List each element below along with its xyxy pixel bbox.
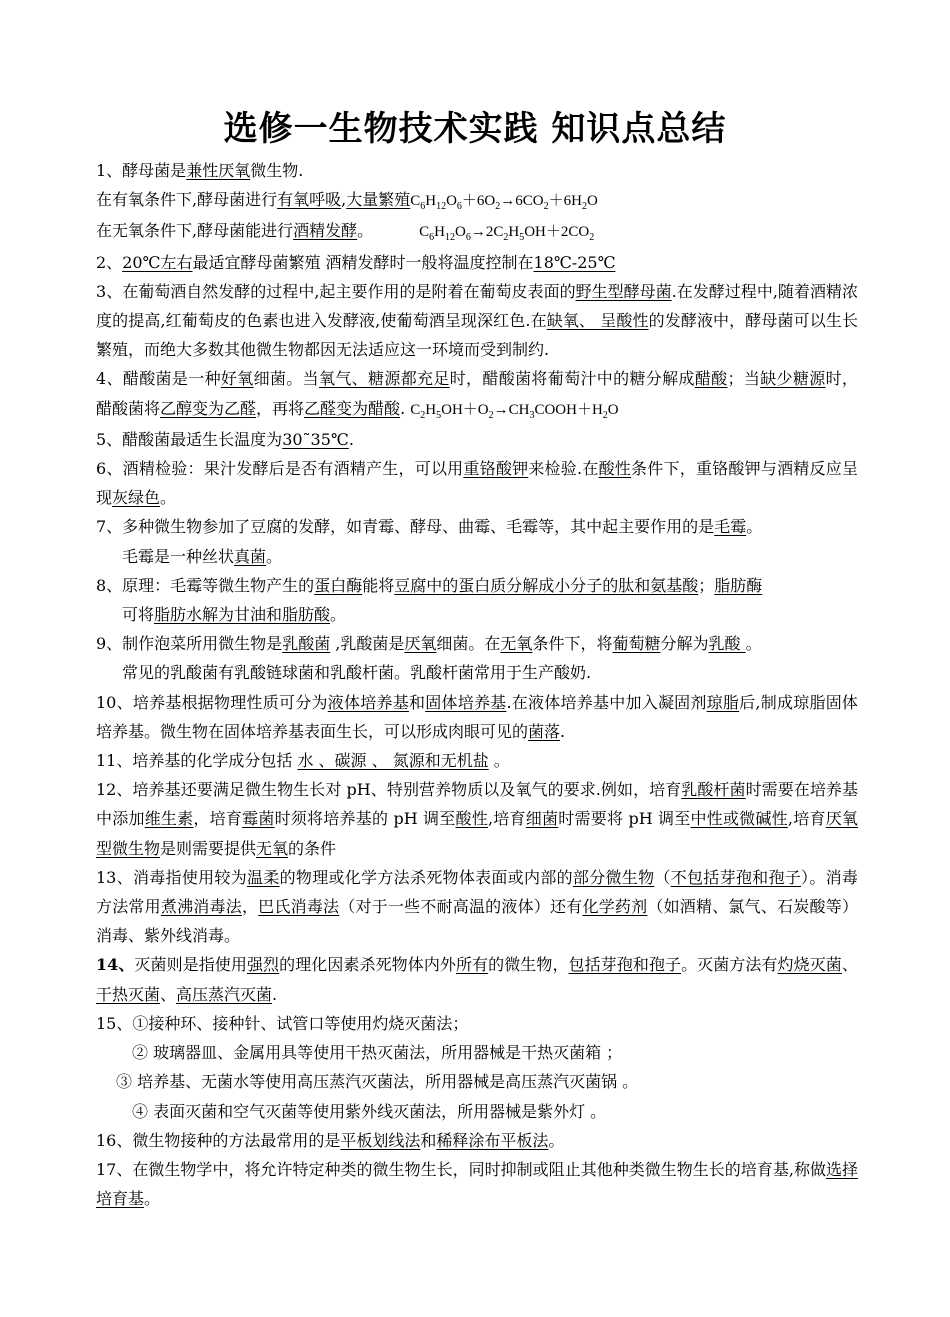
key-term: 包括芽孢和孢子 (568, 955, 682, 975)
key-term: 液体培养基 (327, 692, 409, 712)
point-11: 11、培养基的化学成分包括 水 、碳源 、 氮源和无机盐 。 (96, 751, 510, 771)
document-body (96, 156, 858, 1213)
key-term: 菌落 (528, 721, 561, 741)
key-term: 干热灭菌 (96, 984, 161, 1004)
key-term: 水 、碳源 、 氮源和无机盐 (297, 751, 489, 771)
chemical-formula: $C_6H_{12}O_6\to 2C_2H_5OH+2CO_2$ (419, 224, 595, 244)
point-12: 12、培养基还要满足微生物生长对 pH、特别营养物质以及氧气的要求.例如，培育乳酸杆菌时需要在培养基中添加维生素，培育霉菌时须将培养基的 pH 调至酸性,培育细菌时需要将 pH 调至中性或微碱性,培育厌氧型微生物是则需要提供无氧的条件 (96, 780, 858, 858)
key-term: 脂肪酶 (714, 575, 763, 595)
key-term: 脂肪水解为甘油和脂肪酸 (154, 605, 331, 625)
point-17: 17、在微生物学中，将允许特定种类的微生物生长，同时抑制或阻止其他种类微生物生长的培育基,称做选择培育基。 (96, 1159, 858, 1209)
point-8: 8、原理：毛霉等微生物产生的蛋白酶能将豆腐中的蛋白质分解成小分子的肽和氨基酸；脂肪酶 (96, 575, 763, 595)
point-15-1: 15、①接种环、接种针、试管口等使用灼烧灭菌法； (96, 1013, 469, 1033)
document-title: 选修一生物技术实践 知识点总结 (223, 109, 727, 149)
point-1-aerobic: 在有氧条件下,酵母菌进行有氧呼吸,大量繁殖$C_6H_{12}O_6+6O_2\to 6CO_2+6H_2O$ (96, 190, 598, 213)
key-term: 部分微生物 (572, 867, 655, 887)
key-term: 酸性 (598, 459, 632, 479)
key-term: 真菌 (234, 546, 267, 566)
key-term: 维生素 (144, 809, 194, 829)
key-term: 巴氏消毒法 (258, 897, 340, 917)
key-term: 选择培育基 (96, 1159, 858, 1209)
key-term: 无氧 (500, 634, 533, 654)
key-term: 豆腐中的蛋白质分解成小分子的肽和氨基酸 (394, 575, 699, 595)
key-term: 20℃左右 (122, 252, 193, 272)
point-15-4: ④ 表面灭菌和空气灭菌等使用紫外线灭菌法，所用器械是紫外灯 。 (132, 1101, 607, 1121)
key-term: 厌氧 (404, 634, 437, 654)
key-term: 氧气、糖源都充足 (318, 369, 450, 389)
key-term: 中性或微碱性 (690, 809, 788, 829)
point-9: 9、制作泡菜所用微生物是乳酸菌 ,乳酸菌是厌氧细菌。在无氧条件下，将葡萄糖分解为乳酸 。 (96, 634, 762, 654)
key-term: 醋酸 (694, 369, 728, 389)
key-term: 化学药剂 (582, 897, 648, 917)
key-term: 乙醇变为乙醛 (160, 398, 257, 418)
key-term: 细菌 (525, 809, 559, 829)
key-term: 稀释涂布平板法 (436, 1130, 549, 1150)
key-term: 平板划线法 (340, 1130, 421, 1150)
point-7-cont: 毛霉是一种丝状真菌。 (122, 546, 283, 566)
key-term: 乳酸杆菌 (681, 780, 746, 800)
point-7: 7、多种微生物参加了豆腐的发酵，如青霉、酵母、曲霉、毛霉等，其中起主要作用的是毛霉。 (96, 517, 763, 537)
key-term: 兼性厌氧 (186, 161, 251, 180)
key-term: 酒精发酵 (293, 221, 358, 241)
point-1-anaerobic: 在无氧条件下,酵母菌能进行酒精发酵。 $C_6H_{12}O_6\to 2C_2H_5OH+2CO_2$ (96, 221, 595, 244)
key-term: 温柔 (247, 867, 280, 887)
key-term: 乙醛变为醋酸 (304, 398, 401, 418)
key-term: 煮沸消毒法 (160, 897, 242, 917)
key-term: 乳酸 (708, 634, 746, 654)
key-term: 缺氧、 呈酸性 (546, 311, 649, 331)
chemical-formula: $C_6H_{12}O_6+6O_2\to 6CO_2+6H_2O$ (410, 193, 598, 213)
key-term: 酸性 (455, 809, 488, 829)
point-6: 6、酒精检验：果汁发酵后是否有酒精产生，可以用重铬酸钾来检验.在酸性条件下，重铬酸钾与酒精反应呈现灰绿色。 (96, 459, 858, 508)
key-term: 野生型酵母菌 (575, 281, 672, 301)
point-2: 2、20℃左右最适宜酵母菌繁殖 酒精发酵时一般将温度控制在18℃-25℃ (96, 252, 616, 272)
point-5: 5、醋酸菌最适生长温度为30˜35℃. (96, 429, 354, 449)
key-term: 高压蒸汽灭菌 (176, 984, 273, 1004)
point-3: 3、在葡萄酒自然发酵的过程中,起主要作用的是附着在葡萄皮表面的野生型酵母菌.在发酵过程中,随着酒精浓度的提高,红葡萄皮的色素也进入发酵液,使葡萄酒呈现深红色.在缺氧、 呈酸性的发酵液中，酵母菌可以生长繁殖，而绝大多数其他微生物都因无法适应这一环境而受到制约. (96, 281, 858, 360)
key-term: 固体培养基 (425, 692, 507, 712)
point-15-2: ② 玻璃器皿、金属用具等使用干热灭菌法，所用器械是干热灭菌箱 ； (132, 1043, 623, 1063)
key-term: 18℃-25℃ (533, 252, 616, 272)
key-term: 不包括芽孢和孢子 (670, 867, 802, 887)
key-term: 霉菌 (242, 809, 275, 829)
key-term: 毛霉 (714, 517, 747, 537)
key-term: 厌氧型微生物 (96, 809, 858, 858)
chemical-formula: $C_2H_5OH+O_2\to CH_3COOH+H_2O$ (410, 401, 619, 421)
key-term: 大量繁殖 (346, 190, 411, 210)
key-term: 重铬酸钾 (463, 459, 529, 479)
point-1: 1、酵母菌是兼性厌氧微生物. (96, 161, 304, 180)
key-term: 缺少糖源 (760, 369, 826, 389)
key-term: 好氧 (220, 369, 254, 389)
key-term: 蛋白酶 (314, 575, 363, 595)
key-term: 灼烧灭菌 (777, 955, 842, 975)
point-16: 16、微生物接种的方法最常用的是平板划线法和稀释涂布平板法。 (96, 1130, 565, 1150)
key-term: 琼脂 (706, 692, 740, 712)
key-term: 有氧呼吸 (277, 190, 342, 210)
key-term: 乳酸菌 (282, 634, 331, 654)
key-term: 无氧 (256, 838, 289, 858)
key-term: 葡萄糖 (612, 634, 661, 654)
point-14: 14、灭菌则是指使用强烈的理化因素杀死物体内外所有的微生物，包括芽孢和孢子。灭菌方法有灼烧灭菌、干热灭菌、高压蒸汽灭菌. (96, 955, 858, 1004)
point-13: 13、消毒指使用较为温柔的物理或化学方法杀死物体表面或内部的部分微生物（不包括芽孢和孢子）。消毒方法常用煮沸消毒法，巴氏消毒法（对于一些不耐高温的液体）还有化学药剂（如酒精、氯气、石炭酸等）消毒、紫外线消毒。 (96, 867, 858, 946)
key-term: 所有 (455, 955, 489, 975)
key-term: 强烈 (246, 955, 280, 975)
key-term: 30˜35℃ (282, 429, 349, 449)
point-4: 4、醋酸菌是一种好氧细菌。当氧气、糖源都充足时，醋酸菌将葡萄汁中的糖分解成醋酸；当缺少糖源时，醋酸菌将乙醇变为乙醛，再将乙醛变为醋酸. $C_2H_5OH+O_2\to CH_3COOH+H_2O$ (96, 369, 858, 421)
key-term: 灰绿色 (112, 488, 161, 508)
point-9-cont: 常见的乳酸菌有乳酸链球菌和乳酸杆菌。乳酸杆菌常用于生产酸奶. (122, 663, 592, 683)
point-8-cont: 可将脂肪水解为甘油和脂肪酸。 (122, 605, 347, 625)
point-15-3: ③ 培养基、无菌水等使用高压蒸汽灭菌法，所用器械是高压蒸汽灭菌锅 。 (116, 1072, 639, 1092)
point-10: 10、培养基根据物理性质可分为液体培养基和固体培养基.在液体培养基中加入凝固剂琼脂后,制成琼脂固体培养基。微生物在固体培养基表面生长，可以形成肉眼可见的菌落. (96, 692, 858, 741)
